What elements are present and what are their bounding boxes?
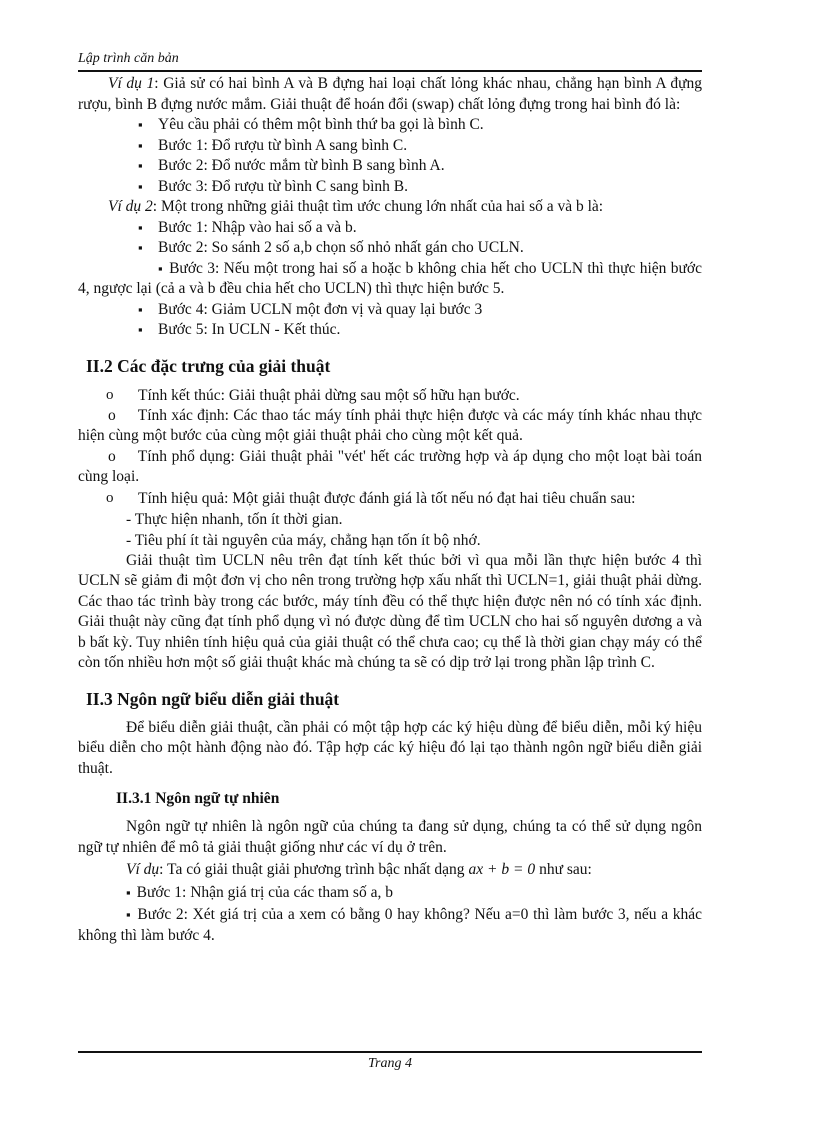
section-heading-2-2: II.2 Các đặc trưng của giải thuật (86, 355, 331, 376)
list-item: ▪ Bước 1: Nhập vào hai số a và b. (158, 218, 702, 239)
list-item: ▪ Yêu cầu phải có thêm một bình thứ ba gọi là bình C. (158, 115, 702, 136)
document-page (78, 50, 702, 946)
property-item: o Tính hiệu quả: Một giải thuật được đánh giá là tốt nếu nó đạt hai tiêu chuẩn sau: (138, 488, 702, 509)
criterion-item: - Tiêu phí ít tài nguyên của máy, chẳng hạn tốn ít bộ nhớ. (126, 531, 481, 549)
list-item: ▪ Bước 1: Đổ rượu từ bình A sang bình C. (158, 136, 702, 157)
list-item-wrapped: ▪ Bước 2: Xét giá trị của a xem có bằng 0 hay không? Nếu a=0 thì làm bước 3, nếu a khác không thì làm bước 4. (78, 906, 703, 944)
example-1-intro: Ví dụ 1: Giả sử có hai bình A và B đựng hai loại chất lỏng khác nhau, chẳng hạn bình A đựng rượu, bình B đựng nước mắm. Giải thuật để hoán đổi (swap) chất lỏng đựng trong hai bình đó là: (78, 75, 702, 113)
bullet-icon: ▪ (126, 907, 132, 922)
property-item: o Tính kết thúc: Giải thuật phải dừng sau một số hữu hạn bước. (138, 385, 702, 406)
body-paragraph: Giải thuật tìm UCLN nêu trên đạt tính kết thúc bởi vì qua mỗi lần thực hiện bước 4 thì UCLN sẽ giảm đi một đơn vị cho nên trong trường hợp xấu nhất thì UCLN=1, giải thuật phải dừng. Các thao tác trình bày trong các bước, máy tính đều có thể thực hiện được nên nó có tính xác định. Giải thuật này cũng đạt tính phổ dụng vì nó được dùng để tìm UCLN cho hai số nguyên dương a và b bất kỳ. Tuy nhiên tính hiệu quả của giải thuật có thể chưa cao; cụ thể là thời gian chạy máy có thể còn tốn nhiều hơn một số giải thuật khác mà chúng ta sẽ có dịp trở lại trong phần lập trình C. (78, 551, 702, 671)
list-item: ▪ Bước 2: Đổ nước mắm từ bình B sang bình A. (158, 156, 702, 177)
body-paragraph: Ngôn ngữ tự nhiên là ngôn ngữ của chúng ta đang sử dụng, chúng ta có thể sử dụng ngôn ngữ tự nhiên để mô tả giải thuật giống như các ví dụ ở trên. (78, 818, 702, 856)
example-2-label: Ví dụ 2 (108, 198, 153, 215)
example-2-intro: Ví dụ 2: Một trong những giải thuật tìm ước chung lớn nhất của hai số a và b là: (108, 198, 604, 215)
criterion-item: - Thực hiện nhanh, tốn ít thời gian. (126, 510, 343, 528)
example-1-label: Ví dụ 1 (108, 75, 155, 92)
footer-rule (78, 1051, 702, 1053)
list-item: ▪ Bước 1: Nhận giá trị của các tham số a, b (126, 883, 393, 901)
body-paragraph: Để biểu diễn giải thuật, cần phải có một tập hợp các ký hiệu dùng để biểu diễn, mỗi ký hiệu biểu diễn cho một hành động nào đó. Tập hợp các ký hiệu đó lại tạo thành ngôn ngữ biểu diễn giải thuật. (78, 718, 702, 777)
running-header: Lập trình căn bản (78, 50, 702, 72)
subsection-heading-2-3-1: II.3.1 Ngôn ngữ tự nhiên (116, 790, 280, 807)
list-item: ▪ Bước 5: In UCLN - Kết thúc. (158, 320, 702, 341)
list-item: ▪ Bước 3: Đổ rượu từ bình C sang bình B. (158, 177, 702, 198)
list-item: ▪ Bước 4: Giảm UCLN một đơn vị và quay lại bước 3 (158, 300, 702, 321)
page-number: Trang 4 (368, 1056, 412, 1071)
bullet-icon: ▪ (158, 260, 164, 276)
example-intro: Ví dụ: Ta có giải thuật giải phương trình bậc nhất dạng ax + b = 0 như sau: (126, 861, 592, 878)
equation: ax + b = 0 (468, 861, 536, 878)
property-item-wrapped: o Tính phổ dụng: Giải thuật phải "vét' hết các trường hợp và áp dụng cho một loạt bài toán cùng loại. (78, 447, 702, 485)
list-item: ▪ Bước 2: So sánh 2 số a,b chọn số nhỏ nhất gán cho UCLN. (158, 238, 702, 259)
section-heading-2-3: II.3 Ngôn ngữ biểu diễn giải thuật (86, 688, 340, 709)
example-label: Ví dụ (126, 861, 160, 878)
bullet-icon: ▪ (126, 884, 131, 900)
property-item-wrapped: o Tính xác định: Các thao tác máy tính phải thực hiện được và các máy tính khác nhau thực hiện cùng một bước của cùng một giải thuật phải cho cùng một kết quả. (78, 406, 702, 444)
list-item-wrapped: ▪ Bước 3: Nếu một trong hai số a hoặc b không chia hết cho UCLN thì thực hiện bước 4, ngược lại (cả a và b đều chia hết cho UCLN) thì thực hiện bước 5. (78, 259, 702, 297)
